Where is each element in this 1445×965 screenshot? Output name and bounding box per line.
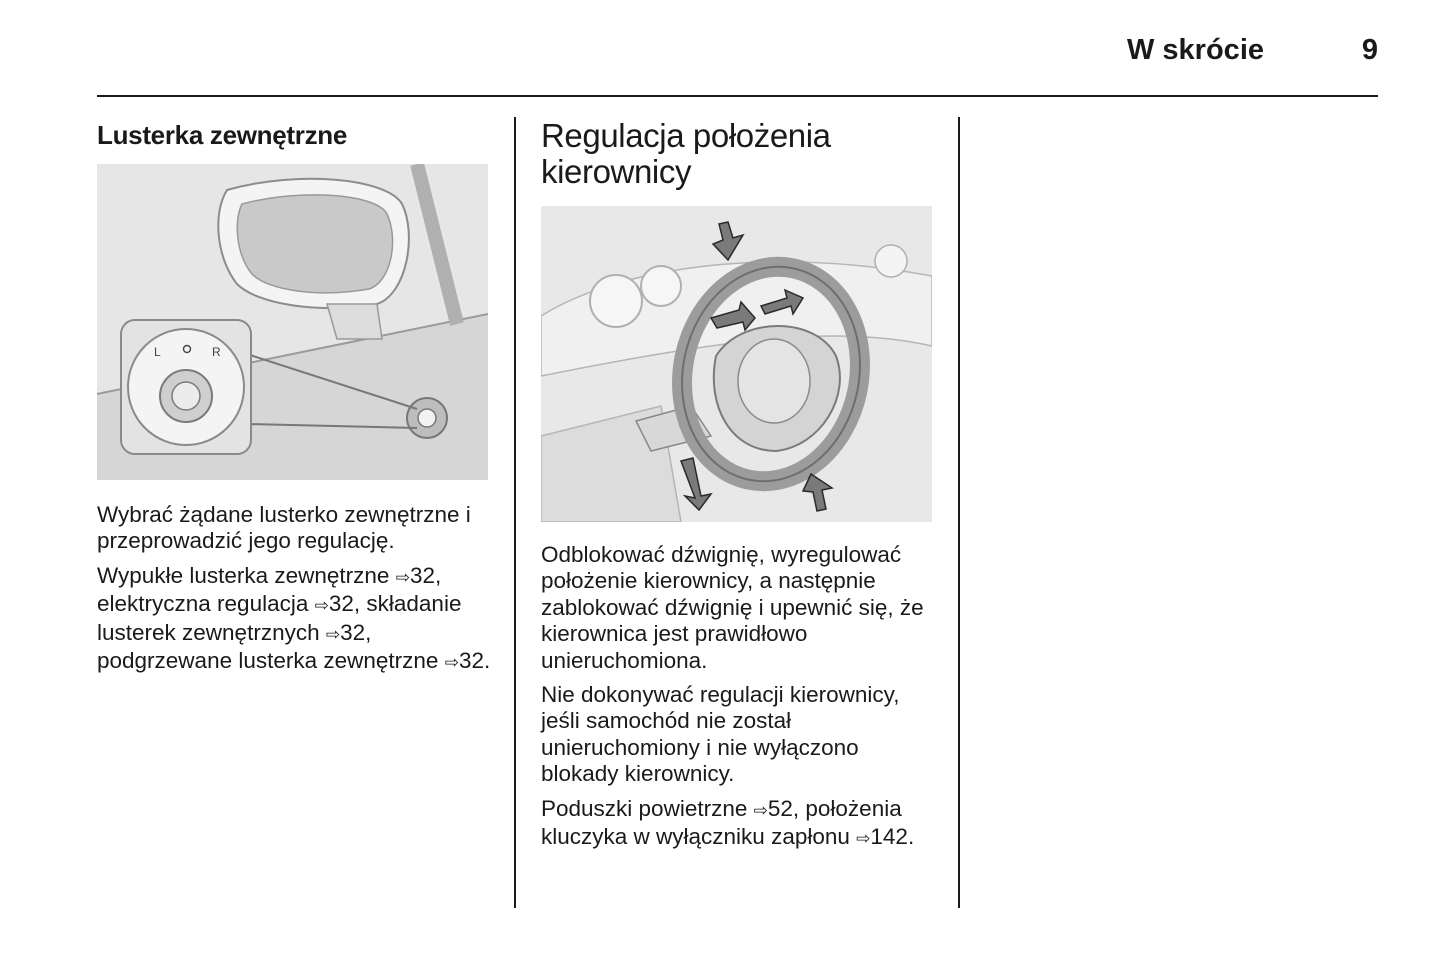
ref-text-electric: , elektryczna regulacja [97, 562, 442, 617]
reference-arrow-icon: ⇨ [444, 653, 459, 674]
page-number: 9 [1361, 34, 1378, 66]
ref-text-ignition: , położenia kluczyka w wyłączniku zapłonu [541, 795, 902, 850]
ref-text-convex: Wypukłe lusterka zewnętrzne [97, 562, 396, 588]
mirror-right-label: R [212, 345, 221, 359]
ref-text-airbags: Poduszki powietrzne [541, 795, 754, 821]
steering-references-paragraph [541, 796, 936, 853]
column-divider-2 [958, 117, 960, 908]
section-heading-steering: Regulacja położenia kierownicy [541, 117, 831, 190]
mirror-adjustment-figure [97, 164, 488, 480]
section-exterior-mirrors [97, 118, 492, 676]
ref-page-convex[interactable]: 32 [409, 562, 435, 588]
ref-text-folding: , składanie lusterek zewnętrznych [97, 591, 462, 645]
reference-arrow-icon: ⇨ [753, 800, 768, 821]
reference-arrow-icon: ⇨ [395, 567, 410, 588]
reference-arrow-icon: ⇨ [314, 596, 329, 617]
ref-page-electric[interactable]: 32 [328, 591, 354, 617]
steering-adjustment-figure [541, 206, 932, 522]
ref-text-end: . [483, 648, 491, 674]
mirror-left-label: L [154, 345, 161, 359]
column-divider-1 [514, 117, 516, 908]
mirror-references-paragraph [97, 563, 492, 677]
running-header-title: W skrócie [1127, 34, 1264, 66]
ref-text-heated: , podgrzewane lusterka zewnętrzne [97, 619, 445, 674]
mirror-instruction-paragraph: Wybrać żądane lusterko zewnętrzne i przeprowadzić jego regulację. [97, 502, 471, 554]
reference-arrow-icon: ⇨ [325, 624, 341, 645]
steering-instruction-paragraph: Odblokować dźwignię, wyregulować położenie kierownicy, a następnie zablokować dźwignię i upewnić się, że kierownica jest prawidłowo unieruchomiona. [541, 542, 924, 673]
section-steering-wheel [541, 118, 936, 852]
ref-page-ignition[interactable]: 142 [870, 824, 908, 850]
steering-warning-paragraph: Nie dokonywać regulacji kierownicy, jeśli samochód nie został unieruchomiony i nie wyłączono blokady kierownicy. [541, 682, 900, 787]
header-rule [97, 95, 1378, 97]
ref-text-end2: . [907, 824, 915, 850]
section-heading-mirrors: Lusterka zewnętrzne [97, 120, 348, 150]
ref-page-folding[interactable]: 32 [340, 619, 366, 645]
ref-page-airbags[interactable]: 52 [767, 795, 793, 821]
reference-arrow-icon: ⇨ [856, 829, 871, 850]
ref-page-heated[interactable]: 32 [458, 648, 484, 674]
